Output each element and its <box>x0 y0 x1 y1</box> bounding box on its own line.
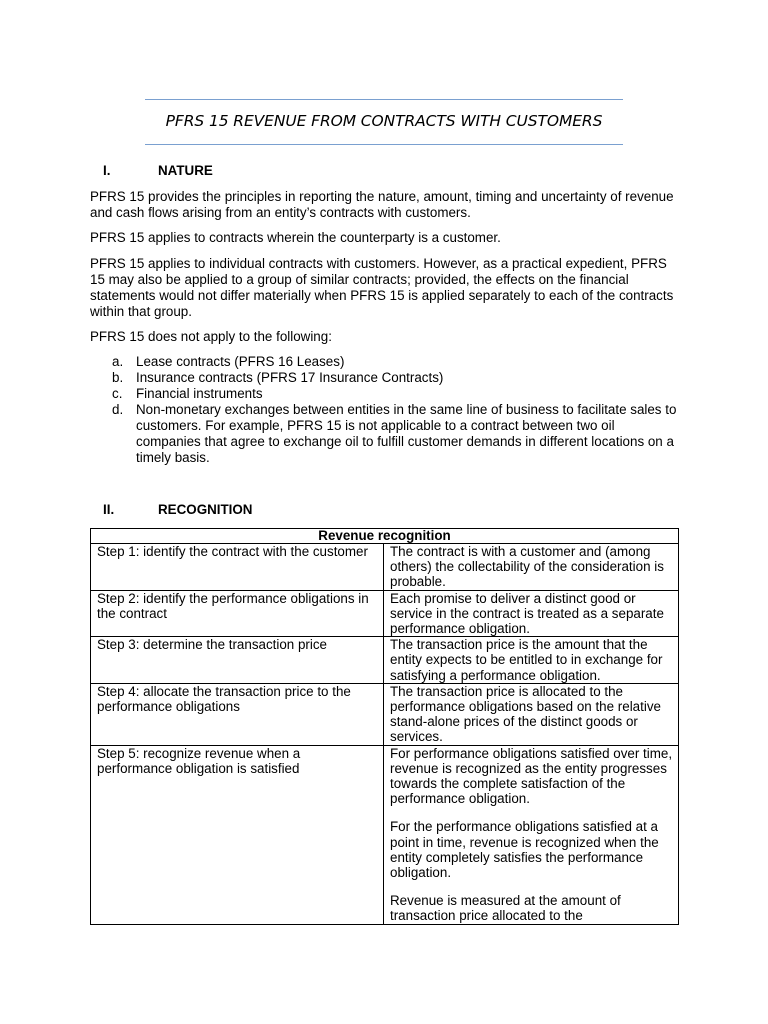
paragraph: PFRS 15 applies to individual contracts with customers. However, as a practical expedient, PFRS 15 may also be applied to a group of similar contracts; provided, the effects on the financial statements would not differ materially when PFRS 15 is applied separately to each of the contracts within that group. <box>90 256 674 319</box>
step-cell: Step 3: determine the transaction price <box>91 637 384 684</box>
description-text: Revenue is measured at the amount of transaction price allocated to the <box>390 893 621 924</box>
description-text: The transaction price is the amount that the entity expects to be entitled to in exchange for satisfying a performance obligation. <box>390 637 663 683</box>
table-header-row <box>91 529 679 544</box>
section-title: NATURE <box>158 163 213 178</box>
description-text: The contract is with a customer and (among others) the collectability of the consideration is probable. <box>390 544 664 590</box>
list-item <box>112 370 682 386</box>
document-title: PFRS 15 REVENUE FROM CONTRACTS WITH CUSTOMERS <box>165 112 603 130</box>
description-text: Each promise to deliver a distinct good or service in the contract is treated as a separate performance obligation. <box>390 590 664 637</box>
paragraph: PFRS 15 provides the principles in reporting the nature, amount, timing and uncertainty of revenue and cash flows arising from an entity’s contracts with customers. <box>90 189 674 220</box>
revenue-recognition-table <box>90 528 679 925</box>
list-item <box>112 386 682 402</box>
section-heading-recognition <box>103 502 252 518</box>
description-text: For performance obligations satisfied over time, revenue is recognized as the entity progresses towards the complete satisfaction of the performance obligation. <box>390 745 673 807</box>
description-cell <box>384 590 679 637</box>
table-row <box>91 637 679 684</box>
list-marker: a. <box>112 354 124 369</box>
table-row <box>91 544 679 591</box>
step-cell: Step 4: allocate the transaction price to the performance obligations <box>91 683 384 745</box>
list-item-text: Financial instruments <box>136 386 263 401</box>
list-item <box>112 402 682 466</box>
section-number: II. <box>103 502 115 517</box>
description-cell <box>384 637 679 684</box>
list-marker: d. <box>112 402 124 417</box>
list-marker: c. <box>112 386 123 401</box>
section-title: RECOGNITION <box>158 502 253 517</box>
paragraph: PFRS 15 applies to contracts wherein the counterparty is a customer. <box>90 230 501 245</box>
section-heading-nature <box>103 163 213 179</box>
title-block <box>145 99 623 145</box>
step-cell: Step 5: recognize revenue when a performance obligation is satisfied <box>91 745 384 924</box>
description-cell <box>384 745 679 924</box>
exclusion-list <box>112 354 682 466</box>
paragraph: PFRS 15 does not apply to the following: <box>90 329 332 344</box>
list-item-text: Insurance contracts (PFRS 17 Insurance Contracts) <box>136 370 444 385</box>
table-header: Revenue recognition <box>91 529 679 544</box>
list-marker: b. <box>112 370 124 385</box>
step-cell: Step 1: identify the contract with the customer <box>91 544 384 591</box>
description-cell <box>384 683 679 745</box>
list-item <box>112 354 682 370</box>
section-number: I. <box>103 163 111 178</box>
list-item-text: Non-monetary exchanges between entities in the same line of business to facilitate sales to customers. For example, PFRS 15 is not applicable to a contract between two oil companies that agree to exchange oil to fulfill customer demands in different locations on a timely basis. <box>136 402 677 465</box>
description-text: For the performance obligations satisfied at a point in time, revenue is recognized when the entity completely satisfies the performance obligation. <box>390 819 659 881</box>
table-row <box>91 590 679 637</box>
list-item-text: Lease contracts (PFRS 16 Leases) <box>136 354 345 369</box>
description-cell <box>384 544 679 591</box>
table-row <box>91 683 679 745</box>
step-cell: Step 2: identify the performance obligations in the contract <box>91 590 384 637</box>
description-text: The transaction price is allocated to the performance obligations based on the relative stand-alone prices of the distinct goods or services. <box>390 683 661 745</box>
table-row <box>91 745 679 924</box>
